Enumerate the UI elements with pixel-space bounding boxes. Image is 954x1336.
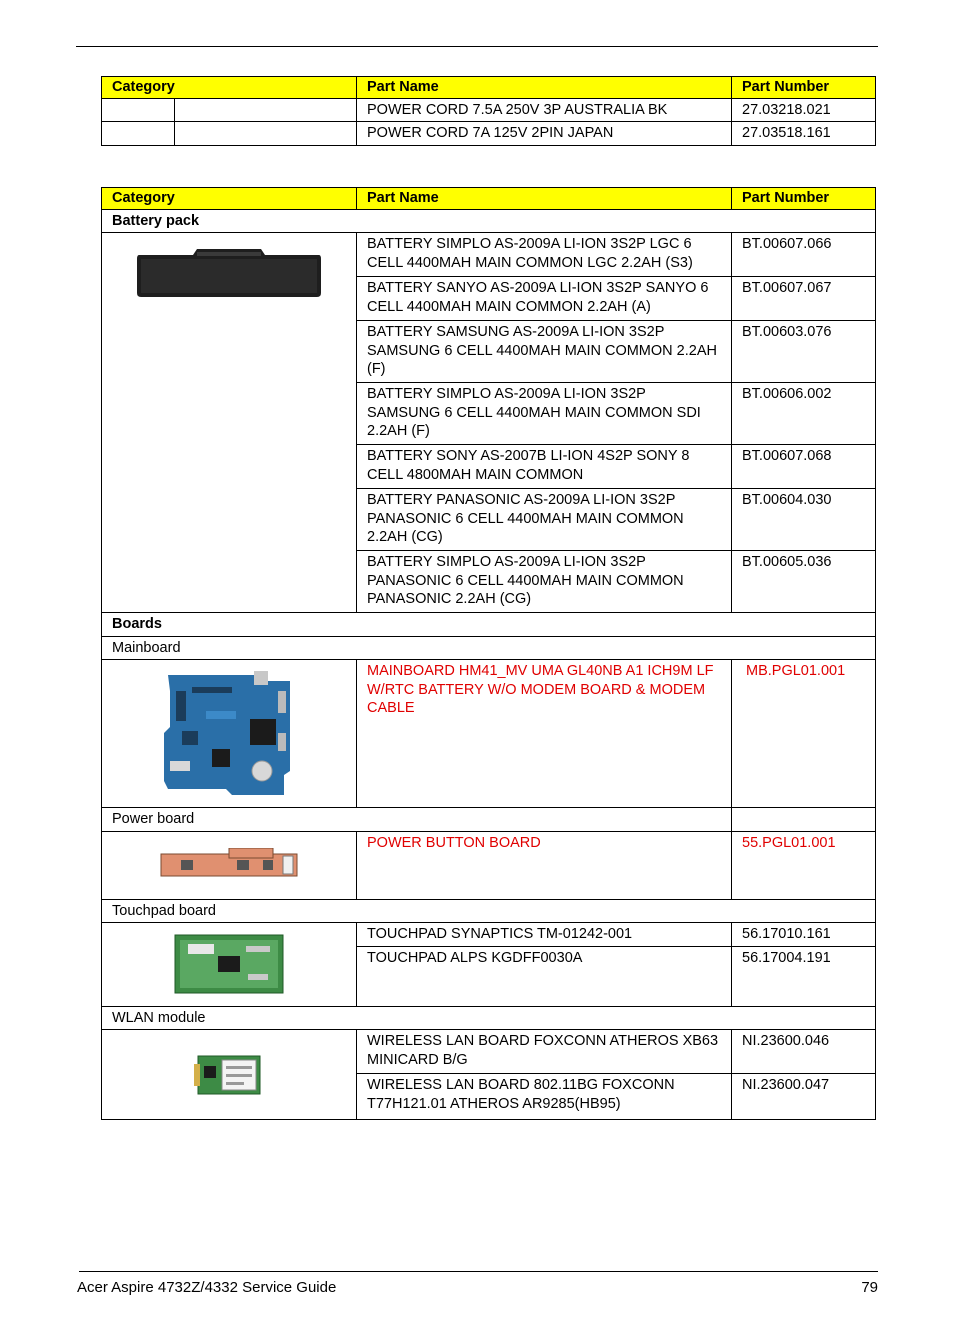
footer-title: Acer Aspire 4732Z/4332 Service Guide	[77, 1279, 337, 1296]
part-name: TOUCHPAD ALPS KGDFF0030A	[357, 946, 732, 1006]
header-part-number: Part Number	[732, 188, 876, 210]
touchpad-image	[102, 923, 357, 1007]
table-row	[102, 233, 876, 277]
table-header-row	[102, 188, 876, 210]
part-name: WIRELESS LAN BOARD 802.11BG FOXCONN T77H121.01 ATHEROS AR9285(HB95)	[357, 1074, 732, 1120]
table-row	[102, 1030, 876, 1074]
part-number: BT.00605.036	[732, 551, 876, 613]
part-name: BATTERY SIMPLO AS-2009A LI-ION 3S2P PANASONIC 6 CELL 4400MAH MAIN COMMON PANASONIC 2.2AH (CG)	[357, 551, 732, 613]
part-number: 56.17004.191	[732, 946, 876, 1006]
subsection-power-board: Power board	[102, 808, 876, 832]
part-number: BT.00603.076	[732, 321, 876, 383]
header-part-number: Part Number	[732, 77, 876, 99]
part-number: 27.03218.021	[732, 98, 876, 122]
table-row	[102, 98, 876, 122]
part-number: 55.PGL01.001	[732, 831, 876, 899]
part-name: MAINBOARD HM41_MV UMA GL40NB A1 ICH9M LF W/RTC BATTERY W/O MODEM BOARD & MODEM CABLE	[357, 660, 732, 808]
footer-rule	[79, 1271, 878, 1272]
table-row	[102, 660, 876, 808]
header-part-name: Part Name	[357, 77, 732, 99]
part-name: POWER CORD 7.5A 250V 3P AUSTRALIA BK	[357, 98, 732, 122]
part-number: BT.00606.002	[732, 383, 876, 445]
part-name: BATTERY SAMSUNG AS-2009A LI-ION 3S2P SAMSUNG 6 CELL 4400MAH MAIN COMMON 2.2AH (F)	[357, 321, 732, 383]
power-board-icon	[159, 848, 299, 882]
part-name: WIRELESS LAN BOARD FOXCONN ATHEROS XB63 MINICARD B/G	[357, 1030, 732, 1074]
table-row	[102, 923, 876, 947]
subsection-touchpad-board: Touchpad board	[102, 899, 876, 923]
page-number: 79	[861, 1279, 878, 1296]
header-category: Category	[102, 77, 357, 99]
battery-pack-icon	[135, 247, 323, 303]
page-footer	[77, 1279, 878, 1296]
section-battery-pack: Battery pack	[102, 209, 876, 233]
part-number: BT.00604.030	[732, 489, 876, 551]
part-name: BATTERY SONY AS-2007B LI-ION 4S2P SONY 8 CELL 4800MAH MAIN COMMON	[357, 445, 732, 489]
wlan-card-icon	[194, 1054, 264, 1096]
part-number: NI.23600.047	[732, 1074, 876, 1120]
mainboard-image	[102, 660, 357, 808]
table-header-row	[102, 77, 876, 99]
part-number: BT.00607.068	[732, 445, 876, 489]
power-cord-table	[101, 76, 876, 146]
table-row	[102, 831, 876, 899]
part-name: POWER BUTTON BOARD	[357, 831, 732, 899]
part-name: BATTERY SIMPLO AS-2009A LI-ION 3S2P LGC 6 CELL 4400MAH MAIN COMMON LGC 2.2AH (S3)	[357, 233, 732, 277]
part-name: BATTERY PANASONIC AS-2009A LI-ION 3S2P PANASONIC 6 CELL 4400MAH MAIN COMMON 2.2AH (CG)	[357, 489, 732, 551]
subsection-mainboard: Mainboard	[102, 636, 876, 660]
touchpad-board-icon	[174, 934, 284, 994]
subsection-wlan-module: WLAN module	[102, 1006, 876, 1030]
parts-table	[101, 187, 876, 1120]
part-number: NI.23600.046	[732, 1030, 876, 1074]
header-category: Category	[102, 188, 357, 210]
section-boards: Boards	[102, 613, 876, 637]
mainboard-icon	[162, 671, 296, 797]
part-number: MB.PGL01.001	[732, 660, 876, 808]
part-name: BATTERY SIMPLO AS-2009A LI-ION 3S2P SAMSUNG 6 CELL 4400MAH MAIN COMMON SDI 2.2AH (F)	[357, 383, 732, 445]
part-name: BATTERY SANYO AS-2009A LI-ION 3S2P SANYO 6 CELL 4400MAH MAIN COMMON 2.2AH (A)	[357, 277, 732, 321]
part-number: BT.00607.067	[732, 277, 876, 321]
wlan-image	[102, 1030, 357, 1120]
battery-image	[102, 233, 357, 613]
header-rule	[76, 46, 878, 47]
header-part-name: Part Name	[357, 188, 732, 210]
part-number: 27.03518.161	[732, 122, 876, 146]
part-name: TOUCHPAD SYNAPTICS TM-01242-001	[357, 923, 732, 947]
part-number: 56.17010.161	[732, 923, 876, 947]
power-board-image	[102, 831, 357, 899]
table-row	[102, 122, 876, 146]
part-number: BT.00607.066	[732, 233, 876, 277]
part-name: POWER CORD 7A 125V 2PIN JAPAN	[357, 122, 732, 146]
